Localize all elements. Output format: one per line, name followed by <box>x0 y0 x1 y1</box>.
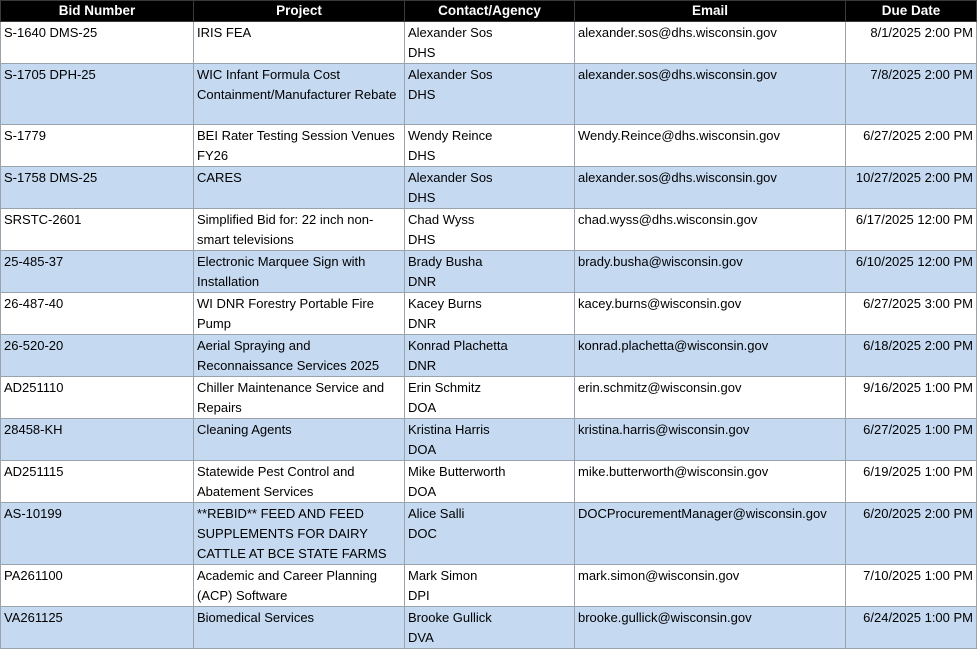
due-date-cell[interactable]: 7/8/2025 2:00 PM <box>846 64 977 125</box>
header-due-date[interactable]: Due Date <box>846 1 977 22</box>
project-cell[interactable]: CARES <box>194 167 405 209</box>
contact-name: Mike Butterworth <box>408 464 506 479</box>
email-cell[interactable]: konrad.plachetta@wisconsin.gov <box>575 335 846 377</box>
bid-number-cell[interactable]: 26-520-20 <box>1 335 194 377</box>
email-cell[interactable]: alexander.sos@dhs.wisconsin.gov <box>575 167 846 209</box>
email-cell[interactable]: kacey.burns@wisconsin.gov <box>575 293 846 335</box>
table-row <box>1 419 977 461</box>
project-cell[interactable]: Statewide Pest Control and Abatement Services <box>194 461 405 503</box>
table-row <box>1 503 977 565</box>
contact-name: Alexander Sos <box>408 170 493 185</box>
contact-cell[interactable] <box>405 64 575 125</box>
due-date-cell[interactable]: 8/1/2025 2:00 PM <box>846 22 977 64</box>
project-cell[interactable]: **REBID** FEED AND FEED SUPPLEMENTS FOR DAIRY CATTLE AT BCE STATE FARMS <box>194 503 405 565</box>
bid-number-cell[interactable]: SRSTC-2601 <box>1 209 194 251</box>
email-cell[interactable]: alexander.sos@dhs.wisconsin.gov <box>575 22 846 64</box>
contact-name: Brady Busha <box>408 254 483 269</box>
contact-cell[interactable] <box>405 607 575 649</box>
contact-name: Wendy Reince <box>408 128 493 143</box>
contact-name: Erin Schmitz <box>408 380 481 395</box>
table-row <box>1 125 977 167</box>
table-row <box>1 167 977 209</box>
contact-name: Kristina Harris <box>408 422 490 437</box>
contact-agency: DHS <box>408 190 436 205</box>
contact-name: Mark Simon <box>408 568 478 583</box>
contact-cell[interactable] <box>405 293 575 335</box>
contact-name: Chad Wyss <box>408 212 475 227</box>
contact-name: Brooke Gullick <box>408 610 492 625</box>
bid-number-cell[interactable]: 25-485-37 <box>1 251 194 293</box>
contact-agency: DVA <box>408 630 434 645</box>
bid-number-cell[interactable]: S-1640 DMS-25 <box>1 22 194 64</box>
contact-name: Alexander Sos <box>408 25 493 40</box>
due-date-cell[interactable]: 6/17/2025 12:00 PM <box>846 209 977 251</box>
bid-number-cell[interactable]: S-1758 DMS-25 <box>1 167 194 209</box>
email-cell[interactable]: mark.simon@wisconsin.gov <box>575 565 846 607</box>
contact-agency: DNR <box>408 274 437 289</box>
table-row <box>1 251 977 293</box>
contact-agency: DOA <box>408 400 437 415</box>
project-cell[interactable]: WI DNR Forestry Portable Fire Pump <box>194 293 405 335</box>
contact-cell[interactable] <box>405 503 575 565</box>
bid-number-cell[interactable]: 26-487-40 <box>1 293 194 335</box>
project-cell[interactable]: Cleaning Agents <box>194 419 405 461</box>
due-date-cell[interactable]: 6/18/2025 2:00 PM <box>846 335 977 377</box>
due-date-cell[interactable]: 10/27/2025 2:00 PM <box>846 167 977 209</box>
email-cell[interactable]: erin.schmitz@wisconsin.gov <box>575 377 846 419</box>
due-date-cell[interactable]: 6/10/2025 12:00 PM <box>846 251 977 293</box>
contact-agency: DHS <box>408 148 436 163</box>
contact-cell[interactable] <box>405 419 575 461</box>
due-date-cell[interactable]: 6/24/2025 1:00 PM <box>846 607 977 649</box>
contact-agency: DHS <box>408 45 436 60</box>
contact-agency: DOA <box>408 484 437 499</box>
contact-cell[interactable] <box>405 565 575 607</box>
contact-agency: DHS <box>408 232 436 247</box>
email-cell[interactable]: kristina.harris@wisconsin.gov <box>575 419 846 461</box>
due-date-cell[interactable]: 6/27/2025 2:00 PM <box>846 125 977 167</box>
email-cell[interactable]: brooke.gullick@wisconsin.gov <box>575 607 846 649</box>
contact-agency: DOC <box>408 526 437 541</box>
header-row <box>1 1 977 22</box>
project-cell[interactable]: Aerial Spraying and Reconnaissance Services 2025 <box>194 335 405 377</box>
contact-agency: DNR <box>408 358 437 373</box>
contact-cell[interactable] <box>405 335 575 377</box>
header-project[interactable]: Project <box>194 1 405 22</box>
contact-name: Alexander Sos <box>408 67 493 82</box>
contact-agency: DHS <box>408 87 436 102</box>
contact-cell[interactable] <box>405 461 575 503</box>
due-date-cell[interactable]: 9/16/2025 1:00 PM <box>846 377 977 419</box>
bid-number-cell[interactable]: AD251110 <box>1 377 194 419</box>
contact-cell[interactable] <box>405 167 575 209</box>
table-row <box>1 377 977 419</box>
email-cell[interactable]: alexander.sos@dhs.wisconsin.gov <box>575 64 846 125</box>
contact-agency: DPI <box>408 588 430 603</box>
header-bid-number[interactable]: Bid Number <box>1 1 194 22</box>
project-cell[interactable]: BEI Rater Testing Session Venues FY26 <box>194 125 405 167</box>
bid-number-cell[interactable]: VA261125 <box>1 607 194 649</box>
due-date-cell[interactable]: 6/27/2025 1:00 PM <box>846 419 977 461</box>
bid-number-cell[interactable]: AS-10199 <box>1 503 194 565</box>
table-row <box>1 22 977 64</box>
contact-name: Konrad Plachetta <box>408 338 508 353</box>
contact-name: Alice Salli <box>408 506 465 521</box>
bid-number-cell[interactable]: S-1779 <box>1 125 194 167</box>
contact-cell[interactable] <box>405 22 575 64</box>
bid-number-cell[interactable]: 28458-KH <box>1 419 194 461</box>
table-row <box>1 209 977 251</box>
contact-cell[interactable] <box>405 377 575 419</box>
table-row <box>1 607 977 649</box>
header-contact-agency[interactable]: Contact/Agency <box>405 1 575 22</box>
project-cell[interactable]: Biomedical Services <box>194 607 405 649</box>
project-cell[interactable]: Chiller Maintenance Service and Repairs <box>194 377 405 419</box>
contact-agency: DOA <box>408 442 437 457</box>
email-cell[interactable]: Wendy.Reince@dhs.wisconsin.gov <box>575 125 846 167</box>
email-cell[interactable]: mike.butterworth@wisconsin.gov <box>575 461 846 503</box>
bid-number-cell[interactable]: S-1705 DPH-25 <box>1 64 194 125</box>
contact-cell[interactable] <box>405 209 575 251</box>
due-date-cell[interactable]: 6/19/2025 1:00 PM <box>846 461 977 503</box>
contact-agency: DNR <box>408 316 437 331</box>
due-date-cell[interactable]: 6/27/2025 3:00 PM <box>846 293 977 335</box>
email-cell[interactable]: DOCProcurementManager@wisconsin.gov <box>575 503 846 565</box>
project-cell[interactable]: Electronic Marquee Sign with Installation <box>194 251 405 293</box>
project-cell[interactable]: WIC Infant Formula Cost Containment/Manufacturer Rebate <box>194 64 405 125</box>
contact-cell[interactable] <box>405 125 575 167</box>
email-cell[interactable]: brady.busha@wisconsin.gov <box>575 251 846 293</box>
due-date-cell[interactable]: 6/20/2025 2:00 PM <box>846 503 977 565</box>
due-date-cell[interactable]: 7/10/2025 1:00 PM <box>846 565 977 607</box>
project-cell[interactable]: Academic and Career Planning (ACP) Software <box>194 565 405 607</box>
table-row <box>1 335 977 377</box>
bid-number-cell[interactable]: AD251115 <box>1 461 194 503</box>
contact-name: Kacey Burns <box>408 296 482 311</box>
email-cell[interactable]: chad.wyss@dhs.wisconsin.gov <box>575 209 846 251</box>
table-row <box>1 565 977 607</box>
project-cell[interactable]: Simplified Bid for: 22 inch non-smart televisions <box>194 209 405 251</box>
table-row <box>1 461 977 503</box>
header-email[interactable]: Email <box>575 1 846 22</box>
contact-cell[interactable] <box>405 251 575 293</box>
bid-number-cell[interactable]: PA261100 <box>1 565 194 607</box>
table-row <box>1 293 977 335</box>
project-cell[interactable]: IRIS FEA <box>194 22 405 64</box>
table-row <box>1 64 977 125</box>
